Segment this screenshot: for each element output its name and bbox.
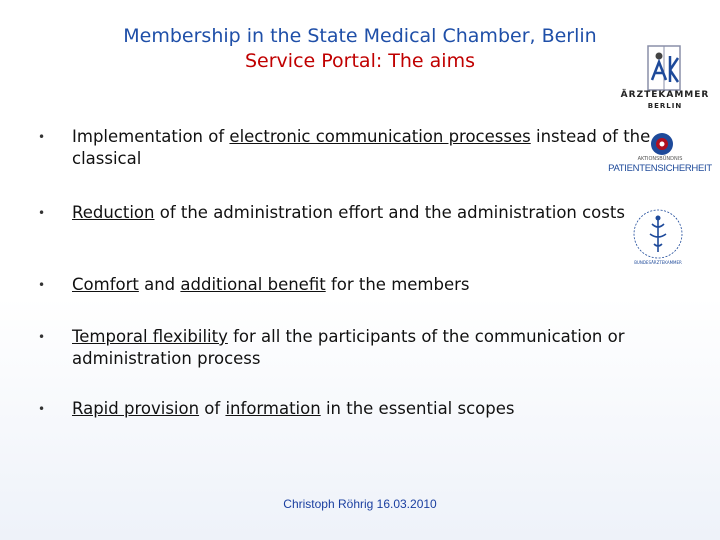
aerztekammer-emblem-icon — [618, 40, 712, 92]
bullet-point: • — [38, 278, 46, 292]
footer-author-date: Christoph Röhrig 16.03.2010 — [283, 497, 437, 511]
patientensicherheit-small-text: AKTIONSBÜNDNIS — [637, 156, 683, 162]
bullet-point: • — [38, 402, 46, 416]
aim-item: • Temporal flexibility for all the participants of the communication or administration process — [38, 327, 625, 368]
bundesaerztekammer-name: BUNDESÄRZTEKAMMER — [634, 260, 682, 265]
title-line: Membership in the State Medical Chamber, Berlin — [123, 25, 597, 47]
aim-item: • Reduction of the administration effort and the administration costs — [38, 203, 625, 222]
aerztekammer-logo — [618, 40, 712, 114]
bullet-point: • — [38, 330, 46, 344]
aim-item: • Comfort and additional benefit for the members — [38, 275, 470, 294]
slide-title — [80, 24, 640, 74]
bullet-point: • — [38, 130, 46, 144]
subtitle-line: Service Portal: The aims — [245, 50, 475, 72]
patientensicherheit-name: PATIENTENSICHERHEIT — [608, 163, 712, 174]
aim-item: • Rapid provision of information in the essential scopes — [38, 399, 515, 418]
aim-item: • Implementation of electronic communication processes instead of the classical — [38, 127, 651, 168]
aerztekammer-city: BERLIN — [647, 102, 683, 110]
aerztekammer-name: ÄRZTEKAMMER — [620, 90, 710, 100]
bullet-point: • — [38, 206, 46, 220]
